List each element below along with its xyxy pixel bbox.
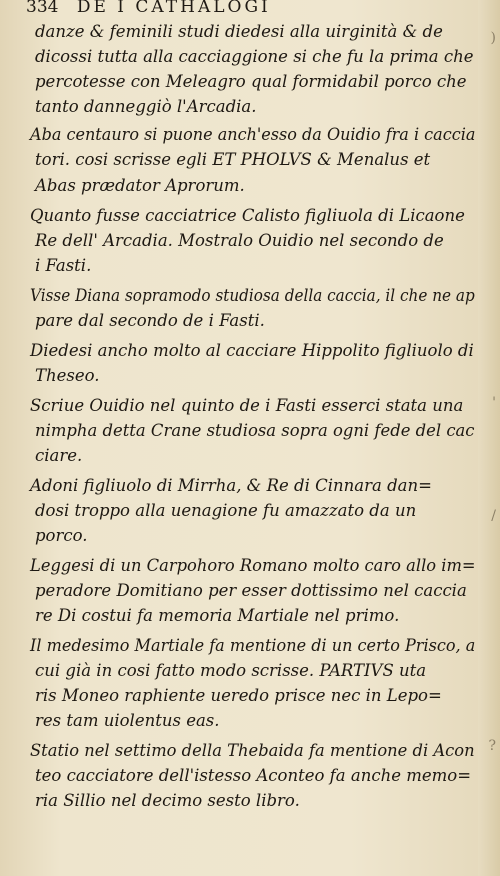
text-line: pare dal secondo de i Fasti.	[35, 311, 265, 330]
margin-bracket-mark: )	[490, 30, 496, 46]
text-line: Leggesi di un Carpohoro Romano molto caro allo im=	[30, 556, 476, 575]
margin-tick-mark: ?	[488, 738, 496, 754]
text-line: dicossi tutta alla cacciaggione si che fu la prima che	[35, 47, 474, 66]
margin-tick-mark: '	[492, 395, 496, 411]
text-line: tori. cosi scrisse egli ET PHOLVS & Menalus et	[35, 150, 431, 169]
text-line: tanto danneggiò l'Arcadia.	[35, 97, 257, 116]
text-line: cui già in cosi fatto modo scrisse. PARTIVS uta	[35, 661, 427, 680]
margin-tick-mark: /	[491, 508, 496, 524]
text-line: danze & feminili studi diedesi alla uirginità & de	[35, 22, 443, 41]
text-line: peradore Domitiano per esser dottissimo nel caccia	[35, 581, 467, 600]
page-number: 334	[26, 0, 59, 17]
text-line: percotesse con Meleagro qual formidabil porco che	[35, 72, 467, 91]
text-line: ris Moneo raphiente ueredo prisce nec in Lepo=	[35, 686, 442, 705]
text-line: Quanto fusse cacciatrice Calisto figliuola di Licaone	[30, 206, 465, 225]
text-line: Il medesimo Martiale fa mentione di un certo Prisco, a	[30, 636, 476, 655]
text-line: ciare.	[35, 446, 83, 465]
text-line: porco.	[35, 526, 88, 545]
text-line: res tam uiolentus eas.	[35, 711, 220, 730]
text-line: teo cacciatore dell'istesso Aconteo fa anche memo=	[35, 766, 472, 785]
text-line: Theseo.	[35, 366, 100, 385]
text-line: nimpha detta Crane studiosa sopra ogni fede del cac	[35, 421, 475, 440]
text-line: Visse Diana sopramodo studiosa della caccia, il che ne ap	[30, 286, 475, 305]
text-line: i Fasti.	[35, 256, 92, 275]
text-line: dosi troppo alla uenagione fu amazzato da un	[35, 501, 417, 520]
text-line: Re dell' Arcadia. Mostralo Ouidio nel secondo de	[35, 231, 444, 250]
running-title: DE I CATHALOGI	[76, 0, 271, 17]
running-header	[26, 0, 271, 18]
text-line: Adoni figliuolo di Mirrha, & Re di Cinnara dan=	[30, 476, 432, 495]
text-line: Aba centauro si puone anch'esso da Ouidio fra i caccia	[30, 125, 476, 144]
text-line: re Di costui fa memoria Martiale nel primo.	[35, 606, 400, 625]
text-line: Statio nel settimo della Thebaida fa mentione di Acon	[30, 741, 475, 760]
text-line: Diedesi ancho molto al cacciare Hippolito figliuolo di	[30, 341, 474, 360]
text-line: Scriue Ouidio nel quinto de i Fasti esserci stata una	[30, 396, 464, 415]
text-line: ria Sillio nel decimo sesto libro.	[35, 791, 300, 810]
text-line: Abas prædator Aprorum.	[35, 176, 245, 195]
